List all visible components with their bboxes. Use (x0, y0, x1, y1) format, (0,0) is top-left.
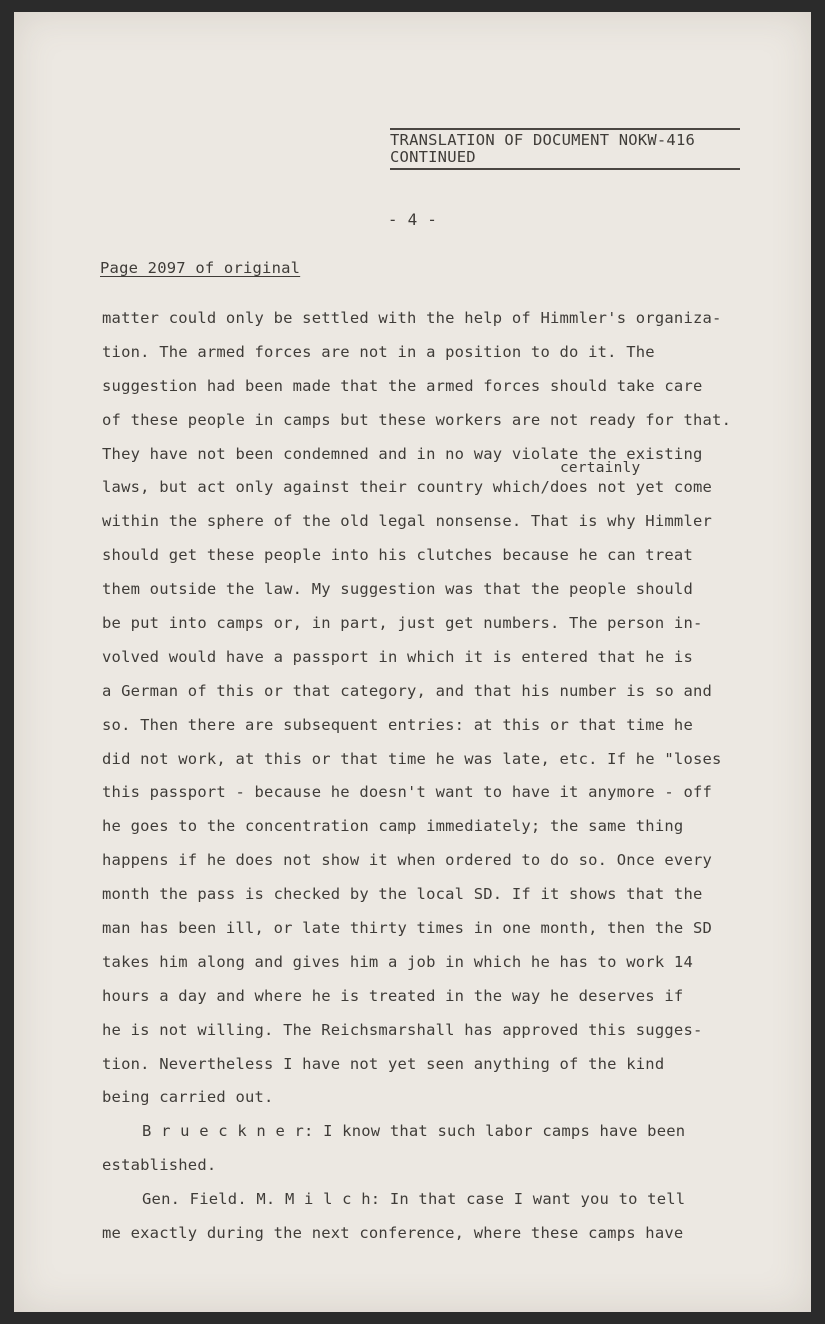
text-line: should get these people into his clutches because he can treat (102, 546, 693, 565)
page-number: - 4 - (387, 210, 438, 229)
text-line: matter could only be settled with the help of Himmler's organiza- (102, 309, 722, 327)
text-line: of these people in camps but these workers are not ready for that. (102, 410, 732, 429)
text-line: he is not willing. The Reichsmarshall has approved this sugges- (102, 1020, 703, 1039)
text-line: tion. Nevertheless I have not yet seen anything of the kind (102, 1054, 665, 1073)
text-line: within the sphere of the old legal nonsense. That is why Himmler (102, 512, 713, 531)
text-line: did not work, at this or that time he was late, etc. If he "loses (102, 749, 722, 768)
text-line: They have not been condemned and in no way violate the existing (102, 444, 703, 463)
header-rule-bottom (390, 168, 740, 170)
header-continued: CONTINUED (390, 148, 476, 166)
typed-insertion: certainly (560, 460, 641, 476)
text-line: them outside the law. My suggestion was that the people should (102, 580, 693, 599)
text-line: tion. The armed forces are not in a position to do it. The (102, 342, 655, 361)
text-line: this passport - because he doesn't want to have it anymore - off (102, 783, 713, 802)
text-line: month the pass is checked by the local SD. If it shows that the (102, 885, 703, 904)
text-line: a German of this or that category, and that his number is so and (102, 681, 713, 700)
text-line: hours a day and where he is treated in the way he deserves if (102, 986, 684, 1005)
text-line: be put into camps or, in part, just get numbers. The person in- (102, 614, 703, 633)
text-line: takes him along and gives him a job in which he has to work 14 (102, 952, 693, 971)
text-line: suggestion had been made that the armed forces should take care (102, 376, 703, 395)
text-line: happens if he does not show it when ordered to do so. Once every (102, 851, 713, 870)
text-line: B r u e c k n e r: I know that such labor camps have been (142, 1122, 686, 1141)
page-reference: Page 2097 of original (100, 259, 301, 277)
text-line: he goes to the concentration camp immediately; the same thing (102, 817, 684, 836)
document-page (14, 12, 811, 1312)
text-line: laws, but act only against their country which/does not yet come (102, 478, 713, 497)
text-line: established. (102, 1156, 217, 1175)
document-header (390, 128, 740, 170)
header-title: TRANSLATION OF DOCUMENT NOKW-416 (390, 131, 696, 149)
header-rule-top (390, 128, 740, 130)
text-line: Gen. Field. M. M i l c h: In that case I want you to tell (142, 1190, 686, 1209)
text-line: me exactly during the next conference, where these camps have (102, 1224, 684, 1243)
text-line: man has been ill, or late thirty times in one month, then the SD (102, 919, 713, 938)
text-line: so. Then there are subsequent entries: at this or that time he (102, 715, 693, 734)
body-text (102, 302, 762, 1251)
text-line: volved would have a passport in which it is entered that he is (102, 647, 693, 666)
text-line: being carried out. (102, 1088, 274, 1107)
